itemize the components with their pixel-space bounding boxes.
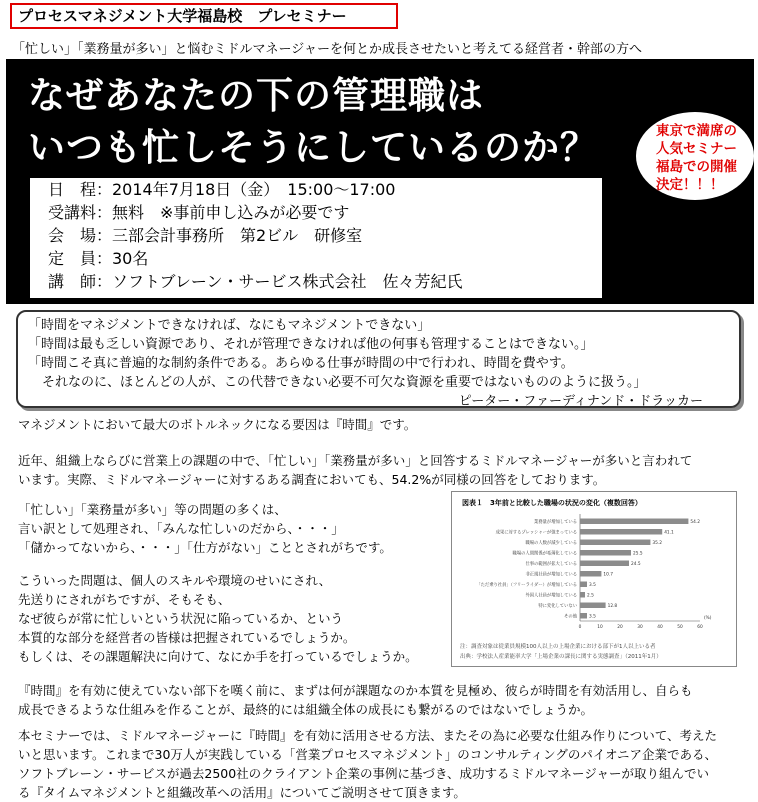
- headline-line-2: いつも忙しそうにしているのか？: [28, 126, 598, 169]
- chart-value-label: 25.5: [633, 551, 643, 557]
- drucker-quote-box: [16, 310, 741, 408]
- survey-bar-chart: [452, 508, 736, 642]
- detail-date: 日 程：2014年7月18日（金） 15:00～17:00: [48, 180, 396, 199]
- detail-venue: 会 場：三部会計事務所 第2ビル 研修室: [48, 226, 363, 245]
- chart-value-label: 2.5: [587, 593, 594, 599]
- chart-tick-label: 60: [697, 625, 703, 630]
- chart-category-label: 業務量が増加している: [534, 520, 577, 525]
- chart-bar: [580, 603, 606, 609]
- chart-tick-label: 0: [578, 625, 582, 630]
- chart-tick-label: 20: [617, 625, 623, 630]
- paragraph-3: [18, 500, 438, 557]
- seminar-label: プロセスマネジメント大学福島校 プレセミナー: [10, 3, 398, 29]
- badge-line: 人気セミナー: [656, 141, 737, 157]
- chart-category-label: 成果に対するプレッシャーが強まっている: [495, 530, 577, 536]
- chart-tick-label: 40: [657, 625, 663, 630]
- paragraph-4: [18, 571, 438, 666]
- badge-line: 福島での開催: [656, 159, 737, 175]
- seminar-details: [30, 178, 602, 298]
- quote-line: 「時間は最も乏しい資源であり、それが管理できなければ他の何事も管理することはできない。」: [28, 337, 594, 352]
- paragraph-line: 本質的な部分を経営者の皆様は把握されているでしょうか。: [18, 630, 356, 645]
- chart-tick-label: 10: [597, 625, 603, 630]
- paragraph-line: こういった問題は、個人のスキルや環境のせいにされ、: [18, 573, 332, 588]
- chart-value-label: 35.2: [652, 541, 662, 547]
- paragraph-5: [18, 681, 743, 719]
- chart-category-label: 職場の人間関係が希薄化している: [512, 551, 577, 557]
- headline-line-1: なぜあなたの下の管理職は: [28, 74, 484, 117]
- chart-bar: [580, 519, 688, 525]
- popular-seminar-badge: [636, 112, 754, 200]
- figure-title: 図表１ 3年前と比較した職場の状況の変化（複数回答）: [462, 499, 642, 507]
- paragraph-line: 言い訳として処理され、「みんな忙しいのだから、・・・」: [18, 521, 344, 536]
- chart-unit-label: (%): [704, 616, 712, 621]
- badge-line: 東京で満席の: [656, 123, 737, 139]
- paragraph-line: いと思います。これまで30万人が実践している「営業プロセスマネジメント」のコンサルティングのパイオニア企業である、: [18, 747, 718, 762]
- badge-line: 決定！！！: [656, 177, 724, 193]
- paragraph-2: [18, 451, 743, 489]
- headline: [28, 70, 598, 174]
- chart-tick-label: 50: [677, 625, 683, 630]
- paragraph-6: [18, 726, 743, 802]
- chart-bar: [580, 592, 585, 598]
- chart-tick-label: 30: [637, 625, 643, 630]
- paragraph-line: 近年、組織上ならびに営業上の課題の中で、「忙しい」「業務量が多い」と回答するミドルマネージャーが多いと言われて: [18, 453, 693, 468]
- chart-value-label: 3.5: [589, 614, 596, 620]
- chart-bar: [580, 571, 601, 577]
- chart-value-label: 41.1: [664, 530, 674, 536]
- chart-value-label: 12.8: [607, 604, 618, 610]
- chart-category-label: 特に変化していない: [538, 604, 577, 609]
- chart-category-label: その他: [564, 614, 577, 620]
- paragraph-line: 成長できるような仕組みを作ることが、最終的には組織全体の成長にも繋がるのではないでしょうか。: [18, 702, 594, 717]
- chart-category-label: 仕事の範囲が拡大している: [525, 562, 577, 567]
- chart-category-label: 非正規社員が増加している: [525, 572, 577, 578]
- paragraph-line: 先送りにされがちですが、そもそも、: [18, 592, 231, 607]
- chart-bar: [580, 540, 650, 546]
- chart-category-label: 外国人社員が増加している: [525, 593, 577, 599]
- figure-note: 注：調査対象は従業員規模100人以上の上場企業における部下が1人以上いる者: [460, 644, 656, 650]
- quote-author: ピーター・ファーディナンド・ドラッカー: [458, 394, 703, 409]
- chart-value-label: 24.5: [631, 562, 641, 568]
- chart-bar: [580, 550, 631, 556]
- chart-bar: [580, 561, 629, 567]
- paragraph-line: る『タイムマネジメントと組織改革への活用』についてご説明させて頂きます。: [18, 785, 466, 800]
- quote-line: それなのに、ほとんどの人が、この代替できない必要不可欠な資源を重要ではないもののように扱う。」: [42, 375, 647, 390]
- chart-category-label: 「ただ乗り社員」（フリーライダー）が増加している: [476, 583, 577, 588]
- detail-capacity: 定 員：30名: [48, 249, 149, 268]
- chart-bar: [580, 613, 587, 619]
- paragraph-1: [18, 415, 743, 434]
- chart-bar: [580, 529, 662, 535]
- target-audience-subtitle: 「忙しい」「業務量が多い」と悩むミドルマネージャーを何とか成長させたいと考えてる経営者・幹部の方へ: [12, 42, 642, 57]
- quote-line: 「時間こそ真に普遍的な制約条件である。あらゆる仕事が時間の中で行われ、時間を費やす。: [28, 356, 574, 371]
- chart-category-label: 職場の人数が減少している: [525, 541, 577, 546]
- paragraph-line: 「忙しい」「業務量が多い」等の問題の多くは、: [18, 502, 287, 517]
- paragraph-line: 『時間』を有効に使えていない部下を嘆く前に、まずは何が課題なのか本質を見極め、彼らが時間を有効活用し、自らも: [18, 683, 693, 698]
- chart-bar: [580, 582, 587, 588]
- detail-speaker: 講 師：ソフトブレーン・サービス株式会社 佐々芳紀氏: [48, 272, 463, 291]
- chart-value-label: 10.7: [603, 572, 613, 578]
- paragraph-line: マネジメントにおいて最大のボトルネックになる要因は『時間』です。: [18, 417, 417, 432]
- detail-fee: 受講料：無料 ※事前申し込みが必要です: [48, 203, 350, 222]
- paragraph-line: ソフトブレーン・サービスが過去2500社のクライアント企業の事例に基づき、成功するミドルマネージャーが取り組んでい: [18, 766, 709, 781]
- paragraph-line: 「儲かってないから、・・・」「仕方がない」こととされがちです。: [18, 540, 392, 555]
- chart-value-label: 54.2: [690, 520, 700, 526]
- chart-value-label: 3.5: [589, 583, 596, 589]
- quote-line: 「時間をマネジメントできなければ、なにもマネジメントできない」: [28, 318, 431, 333]
- figure-source: 出典：学校法人産業能率大学「上場企業の課長に関する実態調査」（2011年1月）: [460, 654, 662, 660]
- paragraph-line: なぜ彼らが常に忙しいという状況に陥っているか、という: [18, 611, 344, 626]
- paragraph-line: 本セミナーでは、ミドルマネージャーに『時間』を有効に活用させる方法、またその為に必要な仕組み作りについて、考えた: [18, 728, 718, 743]
- survey-figure: [451, 491, 737, 667]
- paragraph-line: います。実際、ミドルマネージャーに対するある調査においても、54.2%が同様の回答をしております。: [18, 472, 606, 487]
- paragraph-line: もしくは、その課題解決に向けて、なにか手を打っているでしょうか。: [18, 649, 418, 664]
